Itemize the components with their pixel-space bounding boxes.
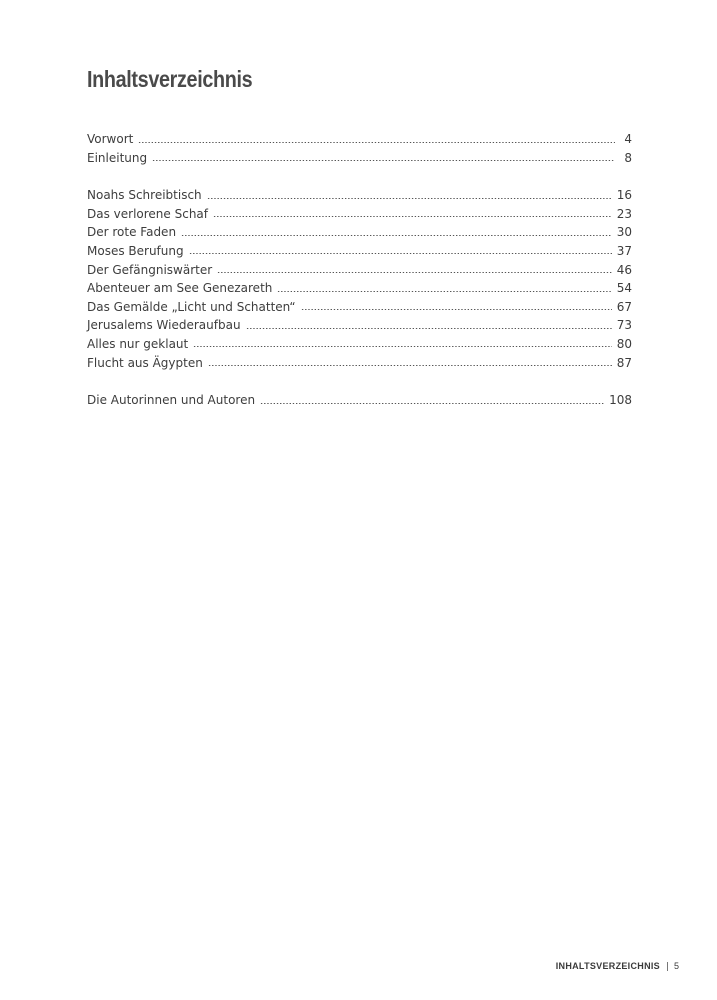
toc-entry-page: 30 <box>616 225 632 240</box>
toc-group-chapters <box>87 186 632 372</box>
page-number: 5 <box>673 961 679 971</box>
toc-leader-dots <box>260 403 604 404</box>
toc-entry[interactable] <box>87 130 632 149</box>
toc-entry-page: 16 <box>616 188 632 203</box>
toc-entry-title: Abenteuer am See Genezareth <box>87 281 273 296</box>
toc-entry-title: Das verlorene Schaf <box>87 206 209 221</box>
toc-entry[interactable] <box>87 205 632 224</box>
toc-leader-dots <box>213 216 612 217</box>
toc-entry-title: Moses Berufung <box>87 243 184 258</box>
toc-entry-title: Einleitung <box>87 150 148 165</box>
toc-entry-page: 108 <box>609 393 632 408</box>
toc-entry[interactable] <box>87 354 632 373</box>
toc-entry-title: Jerusalems Wiederaufbau <box>87 318 241 333</box>
toc-leader-dots <box>152 160 615 161</box>
toc-entry-page: 37 <box>616 243 632 258</box>
page-footer <box>556 961 679 971</box>
toc-leader-dots <box>246 328 612 329</box>
toc-entry-title: Vorwort <box>87 132 134 146</box>
toc-entry-page: 67 <box>616 299 632 314</box>
toc-entry-title: Noahs Schreibtisch <box>87 188 202 203</box>
toc-entry[interactable] <box>87 316 632 335</box>
toc-entry-page: 8 <box>624 150 632 165</box>
toc-leader-dots <box>181 235 612 236</box>
toc-entry-page: 54 <box>616 281 632 296</box>
toc-entry-title: Der Gefängniswärter <box>87 262 213 277</box>
toc-leader-dots <box>207 198 612 199</box>
footer-divider <box>667 962 668 971</box>
toc-entry[interactable] <box>87 223 632 242</box>
toc-leader-dots <box>217 272 612 273</box>
toc-entry[interactable] <box>87 261 632 280</box>
table-of-contents <box>87 130 632 429</box>
toc-entry-page: 87 <box>616 355 632 370</box>
toc-entry-title: Die Autorinnen und Autoren <box>87 393 256 408</box>
toc-entry-page: 23 <box>616 206 632 221</box>
toc-entry[interactable] <box>87 149 632 168</box>
toc-leader-dots <box>301 309 612 310</box>
toc-entry-title: Alles nur geklaut <box>87 336 189 351</box>
toc-entry-title: Flucht aus Ägypten <box>87 355 203 370</box>
toc-entry-page: 46 <box>616 262 632 277</box>
toc-entry-page: 73 <box>616 318 632 333</box>
toc-entry[interactable] <box>87 279 632 298</box>
toc-leader-dots <box>189 253 612 254</box>
toc-entry[interactable] <box>87 242 632 261</box>
toc-entry-title: Der rote Faden <box>87 225 177 240</box>
page-title: Inhaltsverzeichnis <box>87 66 253 92</box>
toc-entry[interactable] <box>87 298 632 317</box>
toc-group-back-matter <box>87 391 632 410</box>
toc-entry[interactable] <box>87 186 632 205</box>
toc-entry[interactable] <box>87 391 632 410</box>
toc-entry-page: 80 <box>616 336 632 351</box>
toc-entry[interactable] <box>87 335 632 354</box>
toc-leader-dots <box>208 365 612 366</box>
toc-entry-title: Das Gemälde „Licht und Schatten“ <box>87 299 296 314</box>
toc-entry-page: 4 <box>624 132 632 146</box>
toc-leader-dots <box>277 291 611 292</box>
toc-group-front-matter <box>87 130 632 167</box>
toc-leader-dots <box>138 142 615 143</box>
running-footer-label: INHALTSVERZEICHNIS <box>555 961 660 971</box>
toc-leader-dots <box>193 346 611 347</box>
